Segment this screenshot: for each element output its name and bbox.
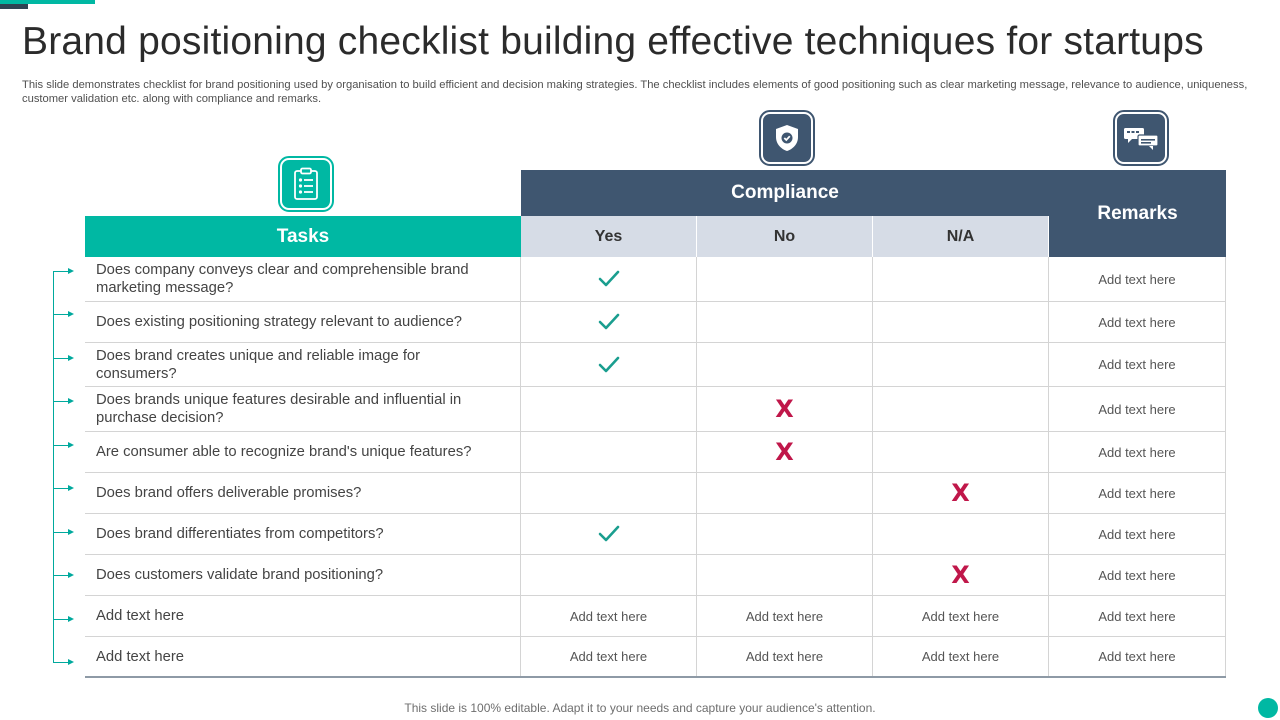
yes-header: Yes	[521, 216, 697, 257]
table-row	[85, 387, 1226, 432]
remark-cell: Add text here	[1049, 343, 1226, 386]
remark-cell: Add text here	[1049, 302, 1226, 342]
remark-cell: Add text here	[1049, 596, 1226, 636]
task-cell: Does brand differentiates from competitors?	[85, 514, 521, 554]
na-cell	[873, 343, 1049, 386]
yes-cell	[521, 555, 697, 595]
corner-dot	[1258, 698, 1278, 718]
cross-mark-icon: X	[775, 395, 794, 423]
no-cell	[697, 257, 873, 301]
page-description: This slide demonstrates checklist for brand positioning used by organisation to build efficient and decision making strategies. The checklist includes elements of good positioning such as clear marketing message, relevance to audience, uniqueness, customer validation etc. along with compliance and remarks.	[22, 79, 1248, 105]
yes-cell	[521, 387, 697, 431]
row-arrow-icon	[54, 401, 72, 402]
cross-mark-icon: X	[775, 438, 794, 466]
na-cell	[873, 387, 1049, 431]
no-header: No	[697, 216, 873, 257]
no-cell	[697, 343, 873, 386]
checkmark-icon	[521, 343, 697, 386]
row-arrow-icon	[54, 575, 72, 576]
table-row	[85, 637, 1226, 678]
na-cell	[873, 432, 1049, 472]
na-cell	[873, 473, 1049, 513]
no-cell	[697, 432, 873, 472]
na-cell	[873, 555, 1049, 595]
clipboard-checklist-icon	[280, 158, 332, 210]
task-cell: Does brand offers deliverable promises?	[85, 473, 521, 513]
yes-cell: Add text here	[521, 596, 697, 636]
table-row	[85, 432, 1226, 473]
no-cell: Add text here	[697, 637, 873, 676]
row-arrow-icon	[54, 619, 72, 620]
row-connector-line	[53, 271, 54, 663]
remark-cell: Add text here	[1049, 514, 1226, 554]
row-arrow-icon	[54, 662, 72, 663]
task-cell: Add text here	[85, 637, 521, 676]
table-row	[85, 596, 1226, 637]
na-cell	[873, 514, 1049, 554]
task-cell: Add text here	[85, 596, 521, 636]
cross-mark-icon: X	[951, 561, 970, 589]
task-cell: Does brand creates unique and reliable image for consumers?	[85, 343, 521, 386]
na-cell: Add text here	[873, 637, 1049, 676]
task-cell: Does company conveys clear and comprehensible brand marketing message?	[85, 257, 521, 301]
task-cell: Does brands unique features desirable and influential in purchase decision?	[85, 387, 521, 431]
table-row	[85, 514, 1226, 555]
checkmark-icon	[521, 514, 697, 554]
remark-cell: Add text here	[1049, 637, 1226, 676]
cross-mark-icon: X	[951, 479, 970, 507]
page-title: Brand positioning checklist building effective techniques for startups	[22, 20, 1204, 63]
row-arrow-icon	[54, 271, 72, 272]
yes-cell	[521, 432, 697, 472]
row-arrow-icon	[54, 358, 72, 359]
remark-cell: Add text here	[1049, 257, 1226, 301]
na-cell	[873, 302, 1049, 342]
task-cell: Does customers validate brand positioning?	[85, 555, 521, 595]
checkmark-icon	[521, 302, 697, 342]
na-cell: Add text here	[873, 596, 1049, 636]
tasks-header: Tasks	[85, 216, 521, 257]
no-cell	[697, 473, 873, 513]
no-cell	[697, 514, 873, 554]
chat-bubbles-icon	[1115, 112, 1167, 164]
table-row	[85, 473, 1226, 514]
table-row	[85, 555, 1226, 596]
table-row	[85, 343, 1226, 387]
no-cell	[697, 387, 873, 431]
checkmark-icon	[521, 257, 697, 301]
no-cell: Add text here	[697, 596, 873, 636]
task-cell: Does existing positioning strategy relevant to audience?	[85, 302, 521, 342]
yes-cell	[521, 473, 697, 513]
footer-note: This slide is 100% editable. Adapt it to your needs and capture your audience's attention.	[404, 701, 876, 715]
row-arrow-icon	[54, 488, 72, 489]
accent-bar-dark	[0, 4, 28, 9]
yes-cell: Add text here	[521, 637, 697, 676]
no-cell	[697, 555, 873, 595]
row-arrow-icon	[54, 532, 72, 533]
remark-cell: Add text here	[1049, 432, 1226, 472]
checklist-table	[85, 257, 1226, 678]
na-header: N/A	[873, 216, 1049, 257]
remark-cell: Add text here	[1049, 473, 1226, 513]
shield-check-icon	[761, 112, 813, 164]
table-row	[85, 302, 1226, 343]
na-cell	[873, 257, 1049, 301]
compliance-header: Compliance	[521, 170, 1049, 216]
task-cell: Are consumer able to recognize brand's unique features?	[85, 432, 521, 472]
table-row	[85, 257, 1226, 302]
row-arrow-icon	[54, 445, 72, 446]
remark-cell: Add text here	[1049, 387, 1226, 431]
remarks-header: Remarks	[1049, 170, 1226, 257]
remark-cell: Add text here	[1049, 555, 1226, 595]
row-arrow-icon	[54, 314, 72, 315]
no-cell	[697, 302, 873, 342]
